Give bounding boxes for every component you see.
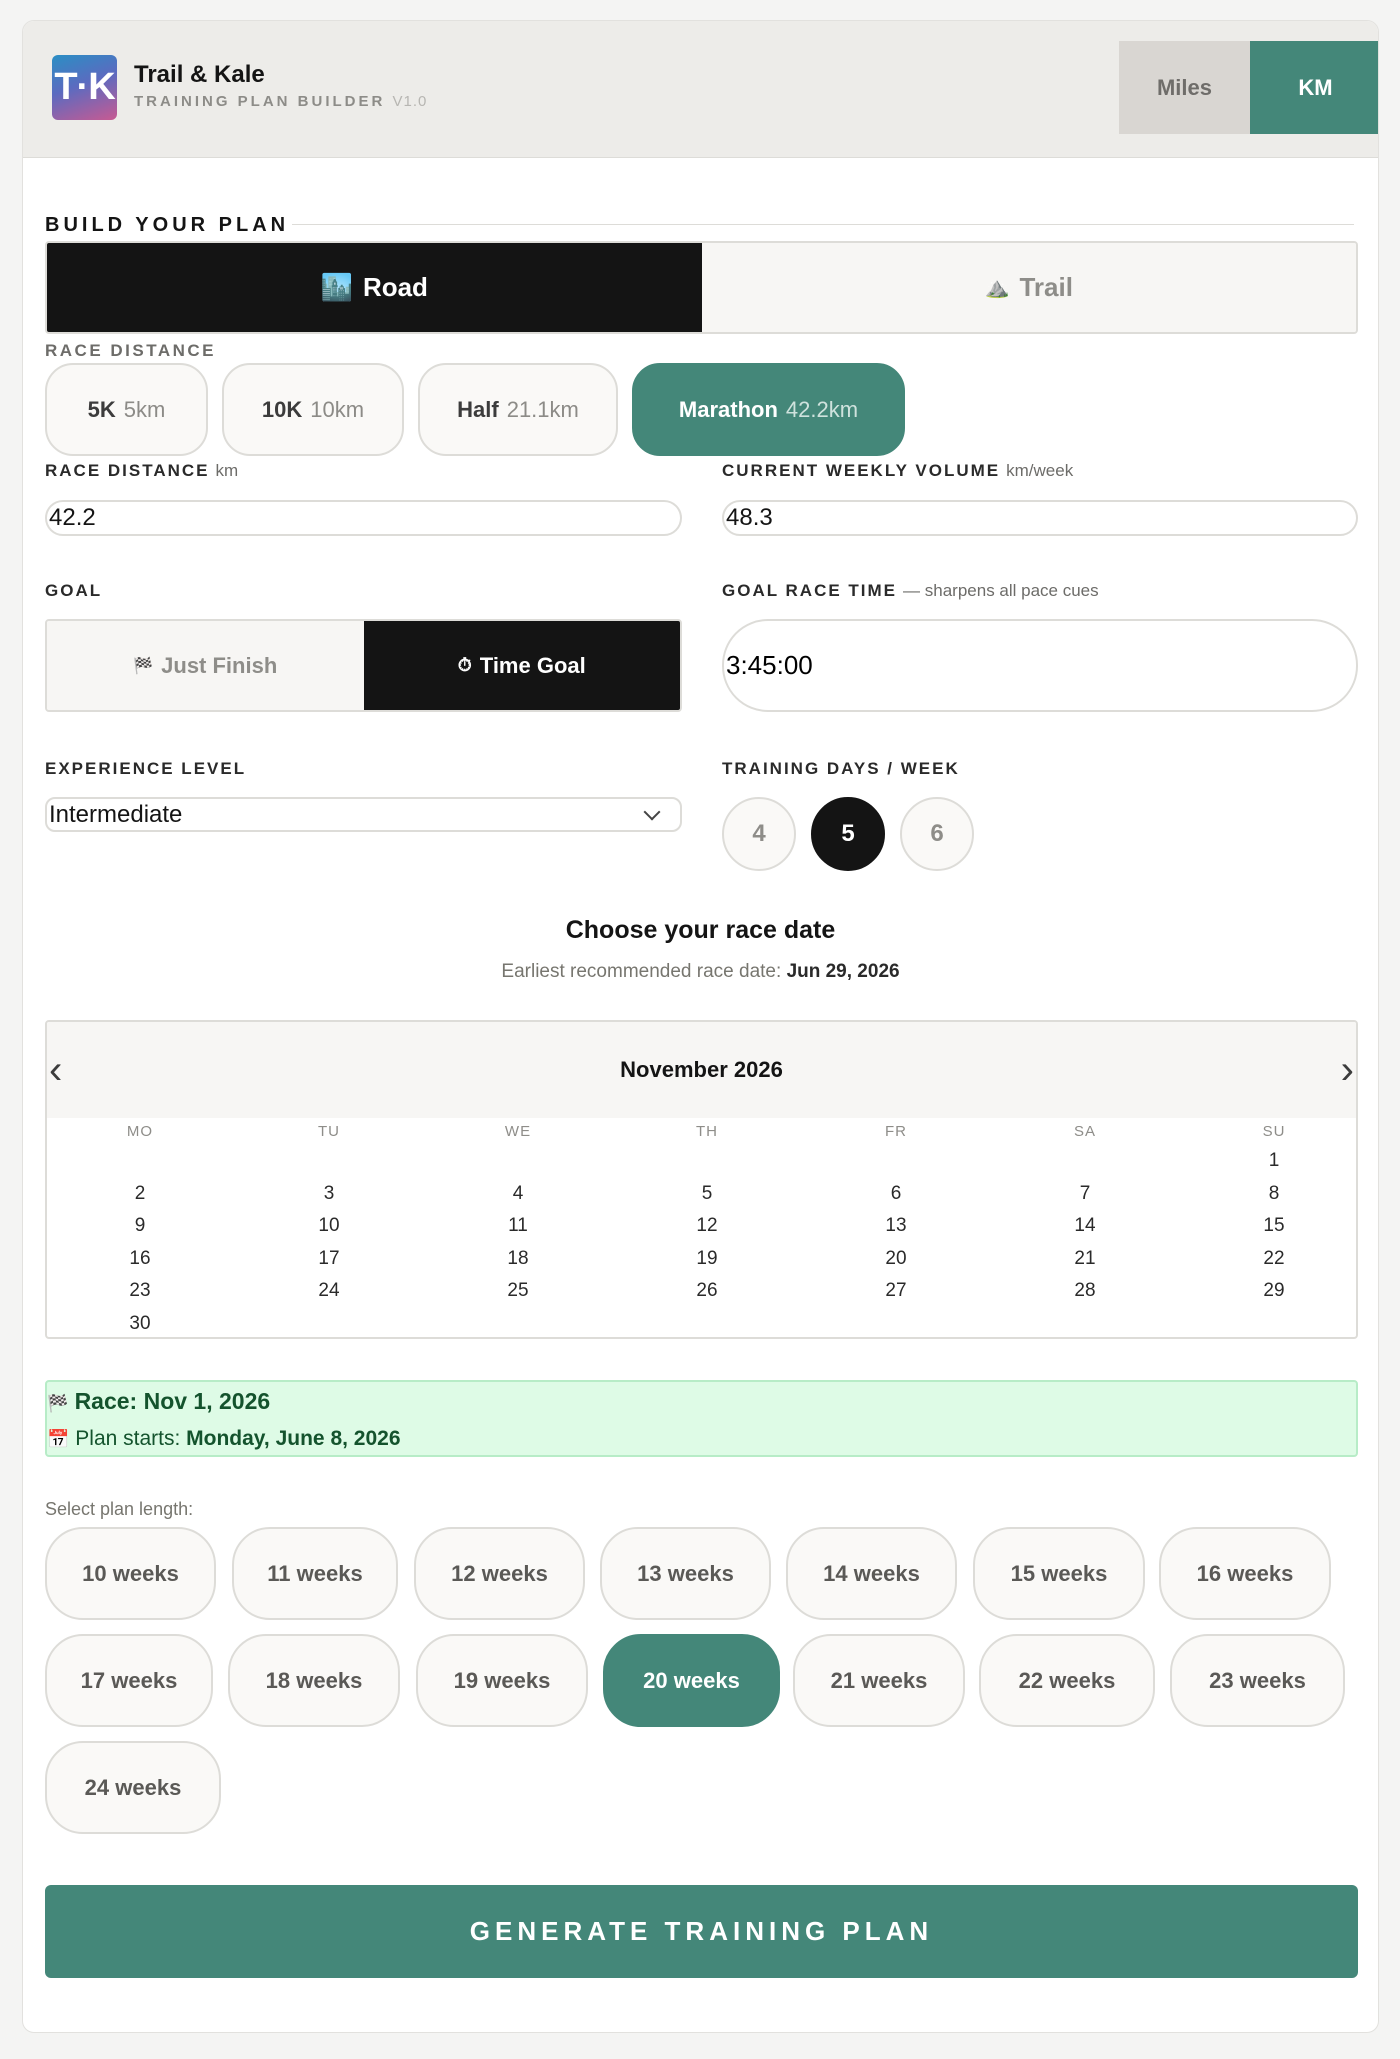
race-date-title: Choose your race date — [565, 916, 836, 944]
experience-label: EXPERIENCE LEVEL — [45, 759, 247, 778]
pill-km: 5km — [123, 396, 166, 422]
calendar-icon: 📅 — [47, 1429, 70, 1449]
distance-half-pill[interactable] — [418, 363, 618, 456]
plan-length-pill[interactable]: 16 weeks — [1159, 1527, 1331, 1620]
weekday-header: MO — [126, 1123, 154, 1140]
plan-length-pill[interactable]: 24 weeks — [45, 1741, 221, 1834]
heading-divider — [292, 224, 1354, 225]
race-distance-label: RACE DISTANCE — [45, 341, 217, 360]
weekday-header: TH — [696, 1123, 718, 1140]
calendar-day[interactable]: 17 — [318, 1247, 340, 1269]
plan-length-pill[interactable]: 22 weeks — [979, 1634, 1155, 1727]
calendar-day[interactable]: 25 — [507, 1280, 529, 1302]
calendar-day[interactable]: 18 — [507, 1247, 529, 1269]
weekday-header: WE — [504, 1123, 532, 1140]
version-label: V1.0 — [392, 93, 428, 110]
plan-length-pill[interactable]: 14 weeks — [786, 1527, 957, 1620]
prev-month-icon[interactable]: ‹ — [49, 1048, 63, 1092]
goal-time-label-text: GOAL RACE TIME — [722, 581, 898, 600]
calendar-day[interactable]: 23 — [129, 1280, 151, 1302]
earliest-date-value: Jun 29, 2026 — [786, 961, 900, 982]
app-subtitle — [134, 93, 427, 110]
calendar-day[interactable]: 20 — [885, 1247, 907, 1269]
generate-plan-button[interactable]: GENERATE TRAINING PLAN — [45, 1885, 1358, 1978]
distance-10k-pill[interactable] — [222, 363, 404, 456]
road-button[interactable] — [47, 243, 702, 332]
time-goal-button[interactable] — [364, 621, 681, 710]
race-type-toggle — [45, 241, 1358, 334]
calendar-day[interactable]: 28 — [1074, 1280, 1096, 1302]
race-summary — [45, 1380, 1358, 1457]
calendar-month: November 2026 — [620, 1057, 783, 1082]
weekly-volume-input[interactable] — [722, 500, 1358, 536]
road-label: Road — [362, 272, 428, 302]
calendar-day[interactable]: 8 — [1268, 1182, 1280, 1204]
distance-field-label-text: RACE DISTANCE — [45, 461, 210, 480]
mountain-icon: ⛰️ — [984, 277, 1010, 299]
plan-start-value: Monday, June 8, 2026 — [186, 1427, 401, 1450]
subtitle-text: TRAINING PLAN BUILDER — [134, 93, 386, 110]
weekday-header: TU — [318, 1123, 340, 1140]
days-option-6[interactable]: 6 — [900, 797, 974, 871]
volume-field-label-text: CURRENT WEEKLY VOLUME — [722, 461, 1001, 480]
goal-time-label — [722, 581, 1099, 601]
weekday-header: FR — [885, 1123, 907, 1140]
weekday-header: SA — [1073, 1123, 1096, 1140]
calendar-day[interactable]: 22 — [1263, 1247, 1285, 1269]
distance-field-label — [45, 461, 238, 481]
app-header — [23, 21, 1378, 158]
calendar-day[interactable]: 1 — [1268, 1150, 1280, 1171]
calendar-day[interactable]: 10 — [318, 1215, 340, 1237]
calendar-header — [47, 1022, 1356, 1118]
calendar-day[interactable]: 19 — [696, 1247, 718, 1269]
goal-label: GOAL — [45, 581, 103, 600]
earliest-date-label: Earliest recommended race date: — [501, 961, 782, 982]
checkered-flag-icon: 🏁 — [47, 1394, 69, 1413]
distance-marathon-pill[interactable] — [632, 363, 905, 456]
distance-5k-pill[interactable] — [45, 363, 208, 456]
trail-label: Trail — [1019, 272, 1073, 302]
plan-start-label: Plan starts: — [75, 1427, 181, 1450]
pill-label: 5K — [87, 396, 116, 422]
calendar-day[interactable]: 14 — [1074, 1215, 1096, 1237]
race-date-summary — [47, 1388, 270, 1415]
pill-label: Marathon — [678, 396, 778, 422]
next-month-icon[interactable]: › — [1340, 1048, 1354, 1092]
plan-length-pill[interactable]: 20 weeks — [603, 1634, 780, 1727]
days-option-4[interactable]: 4 — [722, 797, 796, 871]
checkered-flag-icon: 🏁 — [133, 657, 154, 675]
race-distance-input[interactable] — [45, 500, 682, 536]
weekday-header: SU — [1262, 1123, 1286, 1140]
pill-km: 21.1km — [506, 396, 579, 422]
plan-builder-card — [22, 20, 1379, 2033]
pill-km: 42.2km — [785, 396, 859, 422]
city-icon: 🏙️ — [320, 272, 353, 302]
calendar-day[interactable]: 30 — [129, 1313, 151, 1334]
logo: T·K — [52, 55, 117, 120]
plan-length-pill[interactable]: 10 weeks — [45, 1527, 216, 1620]
trail-button[interactable] — [702, 243, 1357, 332]
plan-length-pill[interactable]: 21 weeks — [793, 1634, 965, 1727]
volume-unit: km/week — [1006, 461, 1074, 480]
calendar-day[interactable]: 15 — [1263, 1215, 1285, 1237]
plan-length-pill[interactable]: 12 weeks — [414, 1527, 585, 1620]
just-finish-label: Just Finish — [161, 652, 278, 678]
volume-field-label — [722, 461, 1073, 481]
plan-length-pill[interactable]: 13 weeks — [600, 1527, 771, 1620]
distance-unit: km — [215, 461, 239, 480]
app-title: Trail & Kale — [134, 61, 265, 88]
pill-label: 10K — [261, 396, 303, 422]
plan-length-pill[interactable]: 11 weeks — [232, 1527, 398, 1620]
plan-start-summary — [47, 1427, 401, 1451]
calendar-day[interactable]: 4 — [512, 1182, 524, 1204]
calendar-day[interactable]: 21 — [1074, 1247, 1096, 1269]
calendar-day[interactable]: 13 — [885, 1215, 907, 1237]
just-finish-button[interactable] — [47, 621, 364, 710]
build-plan-heading: BUILD YOUR PLAN — [45, 214, 290, 236]
calendar-day[interactable]: 5 — [701, 1182, 713, 1204]
goal-toggle — [45, 619, 682, 712]
calendar-day[interactable]: 7 — [1079, 1182, 1091, 1204]
race-date-label: Race: Nov 1, 2026 — [74, 1388, 271, 1414]
unit-miles-button[interactable]: Miles — [1119, 41, 1250, 134]
race-date-calendar — [45, 1020, 1358, 1339]
plan-length-pill[interactable]: 19 weeks — [416, 1634, 588, 1727]
days-option-5[interactable]: 5 — [811, 797, 885, 871]
stopwatch-icon: ⏱ — [457, 655, 472, 675]
calendar-day[interactable]: 16 — [129, 1247, 151, 1269]
pill-label: Half — [457, 396, 499, 422]
experience-select[interactable] — [45, 797, 682, 832]
training-days-label: TRAINING DAYS / WEEK — [722, 759, 960, 778]
plan-length-pill[interactable]: 18 weeks — [228, 1634, 400, 1727]
chevron-down-icon — [644, 803, 661, 820]
plan-length-pill[interactable]: 23 weeks — [1170, 1634, 1345, 1727]
plan-length-pill[interactable]: 17 weeks — [45, 1634, 213, 1727]
goal-time-input[interactable] — [722, 619, 1358, 712]
goal-time-hint: — sharpens all pace cues — [903, 581, 1099, 600]
calendar-day[interactable]: 29 — [1263, 1280, 1285, 1302]
calendar-day[interactable]: 6 — [890, 1182, 902, 1204]
plan-length-label: Select plan length: — [45, 1499, 194, 1519]
calendar-day[interactable]: 3 — [323, 1182, 335, 1204]
unit-km-button[interactable]: KM — [1250, 41, 1379, 134]
calendar-day[interactable]: 24 — [318, 1280, 340, 1302]
pill-km: 10km — [310, 396, 365, 422]
calendar-day[interactable]: 27 — [885, 1280, 907, 1302]
calendar-day[interactable]: 2 — [134, 1182, 146, 1204]
calendar-day[interactable]: 11 — [508, 1215, 528, 1237]
time-goal-label: Time Goal — [479, 652, 586, 678]
calendar-day[interactable]: 9 — [134, 1215, 146, 1237]
earliest-date-text — [23, 961, 1378, 983]
calendar-day[interactable]: 26 — [696, 1280, 718, 1302]
plan-length-pill[interactable]: 15 weeks — [973, 1527, 1145, 1620]
calendar-day[interactable]: 12 — [696, 1215, 718, 1237]
experience-value: Intermediate — [49, 800, 183, 828]
